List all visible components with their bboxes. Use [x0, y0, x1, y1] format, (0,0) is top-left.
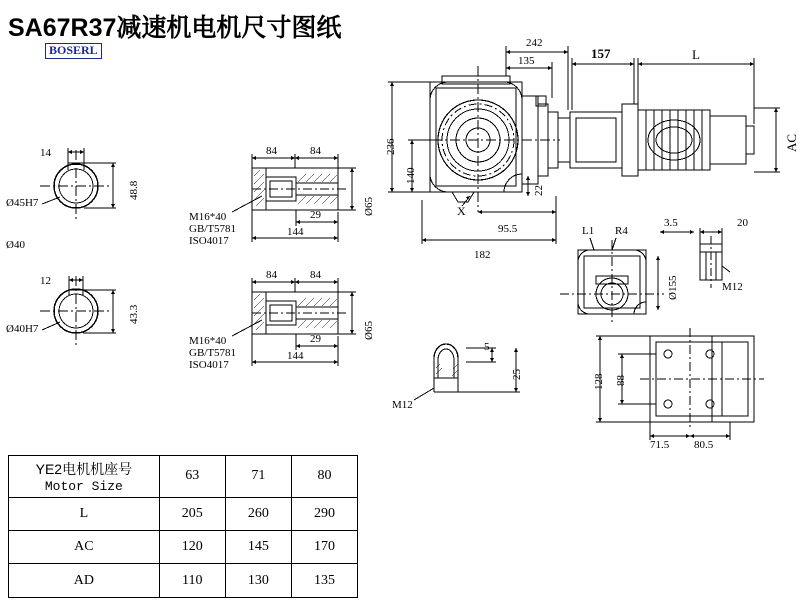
label-detail-dia155: Ø155 [667, 275, 679, 300]
table-cell-AC-63: 120 [159, 531, 225, 564]
label-shaft-bot-84b: 84 [310, 269, 321, 281]
label-shaft-top-84b: 84 [310, 145, 321, 157]
brand-logo: BOSERL [45, 43, 102, 59]
table-cell-L-63: 205 [159, 497, 225, 530]
label-height-43-3: 43.3 [128, 304, 140, 324]
table-header-label-cn: YE2电机机座号 [35, 460, 133, 477]
table-header-v1: 71 [225, 456, 291, 498]
label-key-width-bottom: 12 [40, 275, 51, 287]
table-row-label-AD: AD [9, 564, 160, 598]
label-shaft-top-std2: ISO4017 [189, 235, 229, 247]
label-bottom-88: 88 [615, 375, 627, 386]
label-bore-dia-45: Ø45H7 [6, 197, 39, 209]
label-shaft-top-29: 29 [310, 209, 321, 221]
table-cell-AD-63: 110 [159, 564, 225, 598]
label-bore-dia-40-plain: Ø40 [6, 239, 25, 251]
label-shaft-bot-std1: GB/T5781 [189, 347, 237, 359]
view-bore-40 [40, 276, 116, 347]
label-bottom-128: 128 [593, 373, 605, 390]
detail-key-m12 [414, 341, 520, 400]
label-shaft-top-dia65: Ø65 [363, 197, 375, 216]
label-shaft-top-thread: M16*40 [189, 211, 227, 223]
table-cell-AC-80: 170 [291, 531, 357, 564]
label-shaft-bot-29: 29 [310, 333, 321, 345]
label-shaft-top-std1: GB/T5781 [189, 223, 237, 235]
label-shaft-bot-dia65: Ø65 [363, 321, 375, 340]
page-title: SA67R37减速机电机尺寸图纸 [8, 14, 342, 42]
label-main-AC: AC [784, 133, 799, 152]
label-key-width-top: 14 [40, 147, 51, 159]
label-main-X: X [457, 204, 466, 218]
label-shaft-bot-thread: M16*40 [189, 335, 227, 347]
label-main-95-5: 95.5 [498, 223, 518, 235]
label-shaft-bot-std2: ISO4017 [189, 359, 229, 371]
view-bore-45 [40, 148, 116, 222]
table-cell-L-71: 260 [225, 497, 291, 530]
label-main-157: 157 [591, 46, 611, 61]
table-row [9, 531, 358, 564]
label-main-182: 182 [474, 249, 491, 261]
table-cell-AD-71: 130 [225, 564, 291, 598]
label-detail-R4: R4 [615, 225, 628, 237]
table-row-label-L: L [9, 497, 160, 530]
label-main-135: 135 [518, 55, 535, 67]
table-header-label-en: Motor Size [44, 478, 123, 494]
label-main-236: 236 [385, 138, 397, 155]
label-detail-3-5: 3.5 [664, 217, 678, 229]
table-row [9, 497, 358, 530]
label-bore-dia-40: Ø40H7 [6, 323, 39, 335]
label-bottom-71-5: 71.5 [650, 439, 670, 451]
view-main-assembly [385, 46, 780, 244]
label-bottom-M12: M12 [392, 399, 413, 411]
table-header-row [9, 456, 358, 498]
label-main-L: L [692, 47, 700, 62]
label-detail-M12-right: M12 [722, 281, 743, 293]
label-height-48-8: 48.8 [128, 180, 140, 200]
table-row [9, 564, 358, 598]
table-cell-AC-71: 145 [225, 531, 291, 564]
table-row-label-AC: AC [9, 531, 160, 564]
label-shaft-bot-84a: 84 [266, 269, 277, 281]
table-header-v0: 63 [159, 456, 225, 498]
label-main-242: 242 [526, 37, 543, 49]
label-shaft-top-144: 144 [287, 226, 304, 238]
label-main-140: 140 [405, 167, 417, 184]
view-housing-front [560, 238, 664, 324]
label-main-22: 22 [533, 185, 545, 196]
table-cell-AD-80: 135 [291, 564, 357, 598]
motor-size-table [8, 455, 358, 598]
label-bottom-80-5: 80.5 [694, 439, 714, 451]
label-bottom-25: 25 [511, 369, 523, 380]
table-header-v2: 80 [291, 456, 357, 498]
table-cell-L-80: 290 [291, 497, 357, 530]
label-shaft-top-84a: 84 [266, 145, 277, 157]
label-detail-L1: L1 [582, 225, 595, 237]
table-header-label [9, 456, 160, 498]
label-bottom-5: 5 [484, 341, 490, 353]
label-detail-20: 20 [737, 217, 748, 229]
label-shaft-bot-144: 144 [287, 350, 304, 362]
